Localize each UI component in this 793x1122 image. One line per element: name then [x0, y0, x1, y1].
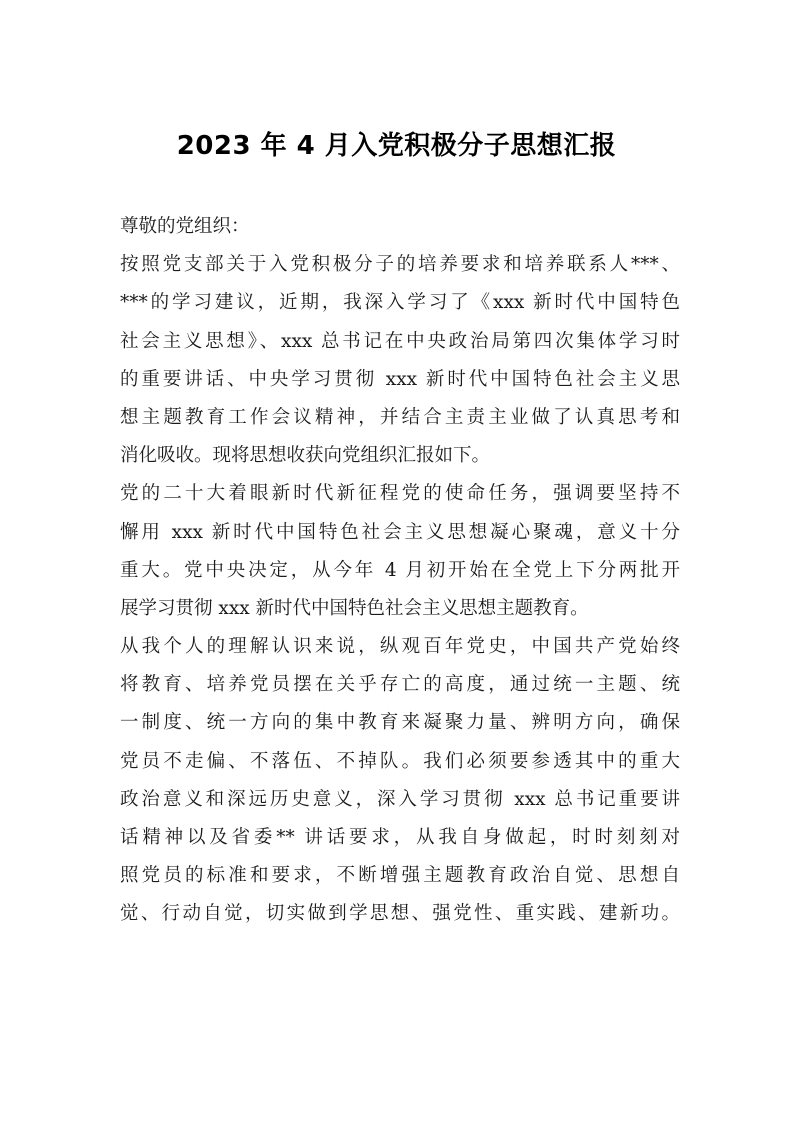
paragraph-line: 展学习贯彻 xxx 新时代中国特色社会主义思想主题教育。 [120, 597, 589, 619]
paragraph-line: ***的学习建议，近期，我深入学习了《xxx 新时代中国特色 [120, 292, 680, 314]
paragraph-line: 政治意义和深远历史意义，深入学习贯彻 xxx 总书记重要讲 [120, 788, 680, 810]
paragraph-line: 按照党支部关于入党积极分子的培养要求和培养联系人***、 [120, 254, 680, 276]
paragraph-line: 消化吸收。现将思想收获向党组织汇报如下。 [120, 445, 491, 467]
paragraph-line: 话精神以及省委** 讲话要求，从我自身做起，时时刻刻对 [120, 827, 680, 848]
paragraph-line: 觉、行动自觉，切实做到学思想、强党性、重实践、建新功。 [120, 903, 680, 925]
paragraph-line: 党的二十大着眼新时代新征程党的使命任务，强调要坚持不 [120, 483, 680, 505]
paragraph-line: 照党员的标准和要求，不断增强主题教育政治自觉、思想自 [120, 865, 680, 887]
document-title: 2023 年 4 月入党积极分子思想汇报 [176, 131, 617, 161]
paragraph-line: 党员不走偏、不落伍、不掉队。我们必须要参透其中的重大 [120, 750, 680, 772]
paragraph-line: 想主题教育工作会议精神，并结合主责主业做了认真思考和 [120, 406, 680, 428]
document-body [120, 208, 680, 934]
paragraph-line: 将教育、培养党员摆在关乎存亡的高度，通过统一主题、统 [120, 674, 680, 696]
paragraph-line: 从我个人的理解认识来说，纵观百年党史，中国共产党始终 [120, 636, 680, 658]
paragraph-line: 重大。党中央决定，从今年 4 月初开始在全党上下分两批开 [120, 559, 680, 581]
paragraph-line: 社会主义思想》、xxx 总书记在中央政治局第四次集体学习时 [120, 330, 680, 352]
paragraph-line: 的重要讲话、中央学习贯彻 xxx 新时代中国特色社会主义思 [120, 368, 680, 390]
paragraph-line: 懈用 xxx 新时代中国特色社会主义思想凝心聚魂，意义十分 [120, 521, 680, 543]
paragraph-line: 一制度、统一方向的集中教育来凝聚力量、辨明方向，确保 [120, 712, 680, 734]
salutation-line: 尊敬的党组织： [120, 216, 250, 237]
